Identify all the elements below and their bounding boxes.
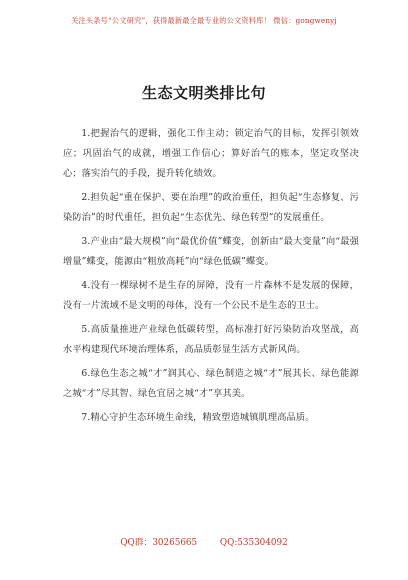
header-banner: 关注头条号“公文研究”，获得最新最全最专业的公文资料库！ 微信：gongwenyj [71, 16, 337, 25]
paragraph-3: 3.产业由“最大规模”向“最优价值”蝶变，创新由“最大变量”向“最强增量”蝶变，能源由“粗放高耗”向“绿色低碳”蝶变。 [63, 236, 359, 267]
document-body [63, 124, 359, 432]
paragraph-2: 2.担负起“重在保护、要在治理”的政治重任，担负起“生态修复、污染防治”的时代重任，担负起“生态优先、绿色转型”的发展重任。 [63, 192, 359, 223]
paragraph-5: 5.高质量推进产业绿色低碳转型，高标准打好污染防治攻坚战，高水平构建现代环境治理体系，高品质彰显生活方式新风尚。 [63, 324, 359, 355]
footer-contact [0, 535, 408, 548]
footer-qq-group: QQ群：30265665 [120, 538, 198, 548]
paragraph-7: 7.精心守护生态环境生命线，精致塑造城镇肌理高品质。 [81, 412, 315, 423]
paragraph-6: 6.绿色生态之城“才”润其心、绿色制造之城“才”展其长、绿色能源之城“才”尽其智、绿色宜居之城“才”享其美。 [63, 368, 359, 399]
paragraph-4: 4.没有一棵绿树不是生存的屏障，没有一片森林不是发展的保障，没有一片流域不是文明的母体，没有一个公民不是生态的卫士。 [63, 280, 359, 311]
paragraph-1: 1.把握治气的逻辑，强化工作主动；锁定治气的目标，发挥引领效应；巩固治气的成就，增强工作信心；算好治气的账本，坚定攻坚决心；落实治气的手段，提升转化绩效。 [63, 128, 359, 179]
document-title: 生态文明类排比句 [141, 84, 266, 102]
footer-qq: QQ:535304092 [219, 538, 288, 548]
